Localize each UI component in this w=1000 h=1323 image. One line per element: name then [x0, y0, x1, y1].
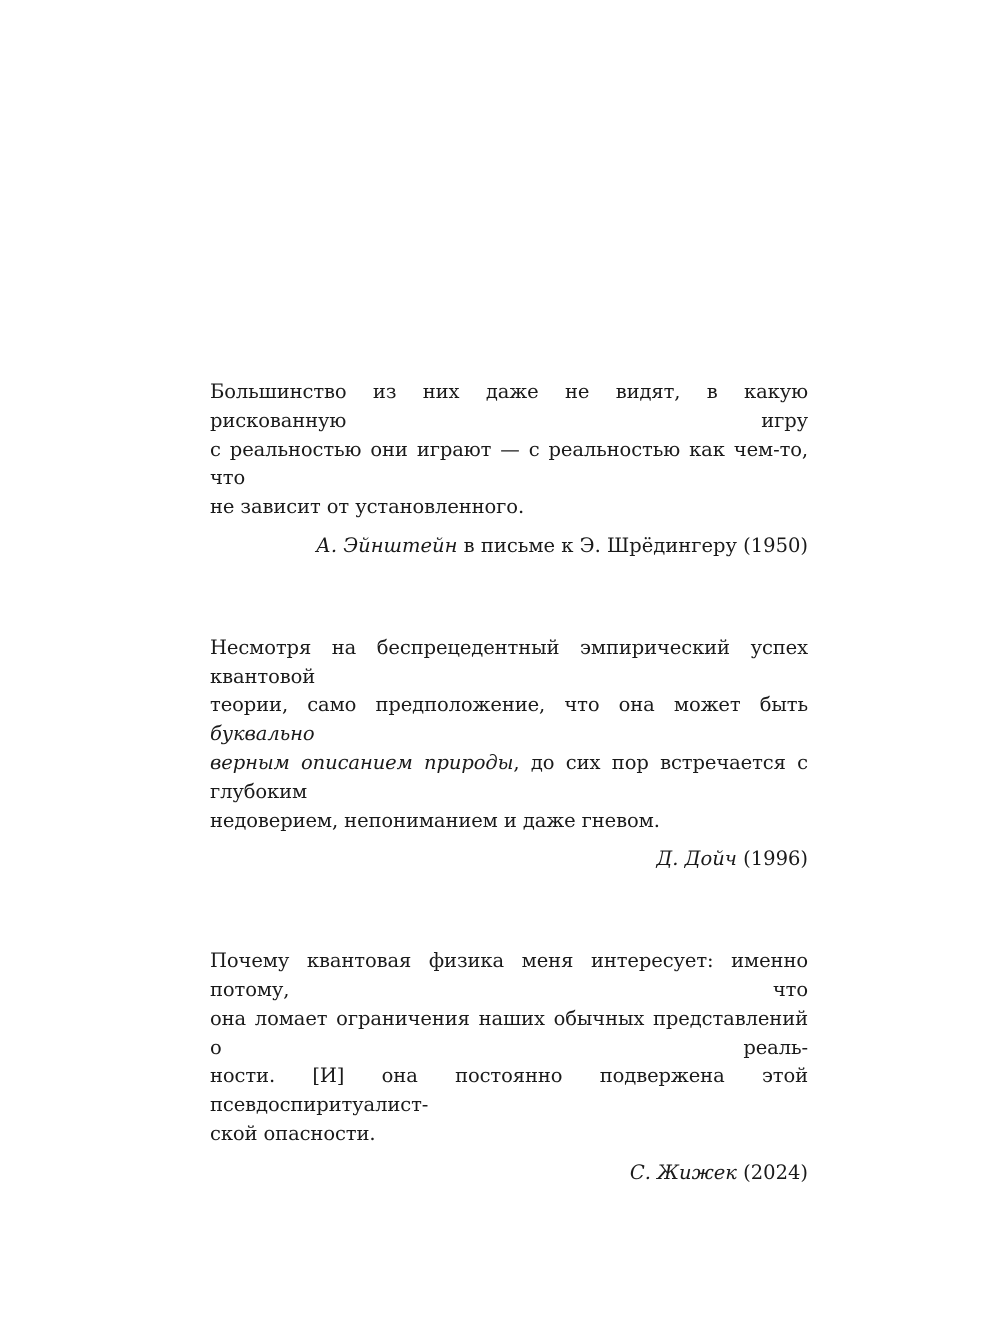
epigraph-zizek: [210, 947, 808, 1187]
quote-source: в письме к Э. Шрёдингеру (1950): [457, 533, 808, 557]
quote-line: Большинство из них даже не видят, в какую рискованную игру: [210, 380, 808, 432]
quote-fragment: , до сих пор встречается с глубоким: [210, 750, 808, 803]
quote-line: ской опасности.: [210, 1121, 376, 1145]
quote-text: [210, 634, 808, 836]
quote-line: с реальностью они играют — с реальностью как чем-то, что: [210, 437, 808, 490]
quote-attribution: [210, 1159, 808, 1188]
quote-emphasis: верным описанием природы: [210, 750, 514, 774]
quote-line: Несмотря на беспрецедентный эмпирический успех квантовой: [210, 635, 808, 688]
quote-author: С. Жижек: [629, 1160, 737, 1184]
quote-author: А. Эйнштейн: [316, 533, 458, 557]
quote-line: Почему квантовая физика меня интересует: именно потому, что: [210, 949, 808, 1001]
quote-source: (2024): [736, 1160, 808, 1184]
quote-line: не зависит от установленного.: [210, 495, 525, 519]
quote-line: недоверием, непониманием и даже гневом.: [210, 808, 660, 832]
quote-source: (1996): [736, 847, 808, 871]
quote-line: она ломает ограничения наших обычных представлений о реаль-: [210, 1006, 808, 1059]
epigraph-einstein: [210, 378, 808, 561]
epigraph-deutsch: [210, 634, 808, 874]
quote-attribution: [210, 532, 808, 561]
epigraph-page: [210, 378, 808, 1188]
quote-attribution: [210, 845, 808, 874]
quote-author: Д. Дойч: [656, 847, 737, 871]
quote-text: [210, 947, 808, 1149]
quote-fragment: теории, само предположение, что она может быть: [210, 693, 808, 717]
quote-line: ности. [И] она постоянно подвержена этой псевдоспиритуалист-: [210, 1064, 808, 1117]
quote-line: [210, 749, 808, 807]
quote-text: [210, 378, 808, 522]
quote-line: [210, 691, 808, 749]
quote-emphasis: буквально: [210, 722, 315, 746]
